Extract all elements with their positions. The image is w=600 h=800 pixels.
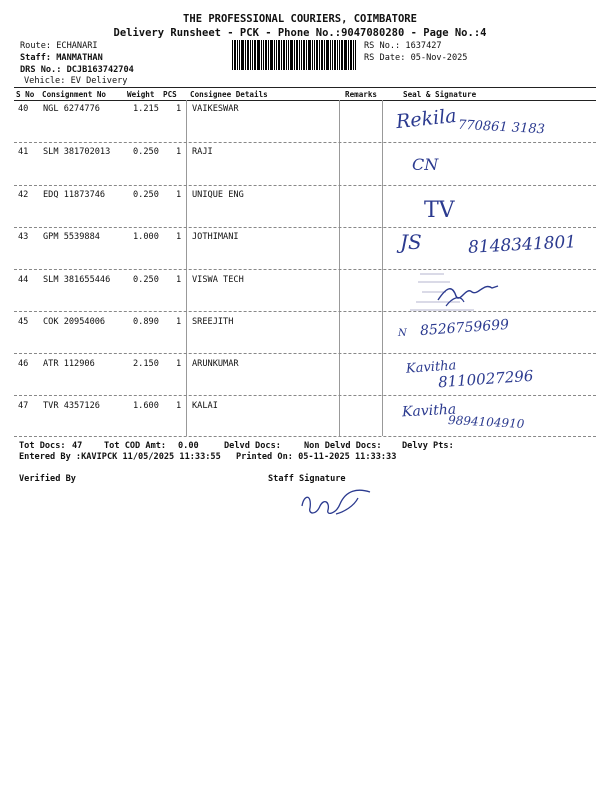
- row-sno: 42: [18, 190, 29, 200]
- printed-on: Printed On: 05-11-2025 11:33:33: [236, 452, 397, 462]
- row-consignee: UNIQUE ENG: [192, 190, 244, 200]
- delvd-docs-label: Delvd Docs:: [224, 441, 281, 451]
- row-consignee: ARUNKUMAR: [192, 359, 239, 369]
- col-header-pcs: PCS: [163, 90, 177, 99]
- barcode-bar: [257, 40, 260, 70]
- entered-by: Entered By :KAVIPCK 11/05/2025 11:33:55: [19, 452, 221, 462]
- barcode-bar: [268, 40, 269, 70]
- barcode-bar: [344, 40, 347, 70]
- barcode-bar: [296, 40, 298, 70]
- row-weight: 1.215: [133, 104, 159, 114]
- rs-number: RS No.: 1637427: [364, 41, 442, 51]
- row-consignee: SREEJITH: [192, 317, 234, 327]
- table-header-rule: [14, 100, 596, 101]
- company-title: THE PROFESSIONAL COURIERS, COIMBATORE: [183, 13, 417, 25]
- barcode-bar: [337, 40, 338, 70]
- drs-number: DRS No.: DCJB163742704: [20, 65, 134, 75]
- row-pcs: 1: [176, 275, 182, 285]
- row-divider: [14, 142, 596, 143]
- row-weight: 1.600: [133, 401, 159, 411]
- barcode-bar: [290, 40, 293, 70]
- barcode-bar: [332, 40, 333, 70]
- handwritten-phone: 770861 3183: [457, 117, 546, 138]
- handwritten-signature: CN: [412, 155, 439, 174]
- col-separator: [186, 100, 187, 436]
- row-consignment: SLM 381702013: [43, 147, 111, 157]
- barcode-bar: [241, 40, 244, 70]
- barcode-bar: [278, 40, 280, 70]
- barcode-bar: [263, 40, 264, 70]
- col-header-seal: Seal & Signature: [403, 90, 477, 99]
- row-weight: 2.150: [133, 359, 159, 369]
- table-top-rule: [14, 87, 596, 88]
- handwritten-signature: N: [398, 328, 407, 339]
- row-weight: 0.890: [133, 317, 159, 327]
- row-consignment: SLM 381655446: [43, 275, 111, 285]
- barcode-bar: [274, 40, 275, 70]
- row-pcs: 1: [176, 147, 182, 157]
- barcode-bar: [334, 40, 336, 70]
- rs-date: RS Date: 05-Nov-2025: [364, 53, 468, 63]
- barcode-bar: [252, 40, 253, 70]
- barcode-bar: [232, 40, 233, 70]
- row-sno: 44: [18, 275, 29, 285]
- row-pcs: 1: [176, 104, 182, 114]
- barcode-bar: [288, 40, 289, 70]
- barcode-bar: [355, 40, 356, 70]
- delvy-pts-label: Delvy Pts:: [402, 441, 454, 451]
- barcode-bar: [312, 40, 313, 70]
- barcode-bar: [265, 40, 267, 70]
- barcode-bar: [314, 40, 315, 70]
- handwritten-phone: 8148341801: [467, 232, 577, 258]
- barcode-bar: [326, 40, 329, 70]
- row-sno: 47: [18, 401, 29, 411]
- barcode-bar: [234, 40, 236, 70]
- col-header-remarks: Remarks: [345, 90, 378, 99]
- row-divider: [14, 227, 596, 228]
- row-consignment: NGL 6274776: [43, 104, 100, 114]
- barcode-bar: [319, 40, 320, 70]
- handwritten-phone: 8526759699: [419, 316, 510, 340]
- row-pcs: 1: [176, 317, 182, 327]
- barcode-bar: [341, 40, 343, 70]
- barcode-bar: [299, 40, 300, 70]
- barcode-image: [232, 40, 358, 70]
- row-consignment: COK 20954006: [43, 317, 106, 327]
- row-divider: [14, 395, 596, 396]
- verified-by-label: Verified By: [19, 474, 76, 484]
- rubber-stamp-icon: [400, 268, 520, 314]
- tot-cod-label: Tot COD Amt:: [104, 441, 167, 451]
- row-pcs: 1: [176, 190, 182, 200]
- staff-signature-scrawl-icon: [296, 484, 376, 520]
- handwritten-phone: 9894104910: [447, 413, 525, 431]
- barcode-bar: [247, 40, 249, 70]
- barcode-bar: [301, 40, 302, 70]
- row-sno: 40: [18, 104, 29, 114]
- runsheet-subtitle: Delivery Runsheet - PCK - Phone No.:9047080280 - Page No.:4: [113, 27, 487, 39]
- barcode-bar: [270, 40, 273, 70]
- barcode-bar: [283, 40, 285, 70]
- barcode-bar: [254, 40, 256, 70]
- row-sno: 43: [18, 232, 29, 242]
- col-separator: [382, 100, 383, 436]
- route-label: Route: ECHANARI: [20, 41, 98, 51]
- barcode-bar: [294, 40, 295, 70]
- col-header-weight: Weight: [127, 90, 155, 99]
- row-sno: 41: [18, 147, 29, 157]
- barcode-bar: [276, 40, 277, 70]
- vehicle-label: Vehicle: EV Delivery: [24, 76, 128, 86]
- barcode-bar: [339, 40, 340, 70]
- row-consignment: GPM 5539884: [43, 232, 100, 242]
- row-sno: 46: [18, 359, 29, 369]
- row-consignee: RAJI: [192, 147, 213, 157]
- row-consignee: KALAI: [192, 401, 218, 411]
- handwritten-signature: Rekila: [395, 104, 458, 134]
- barcode-bar: [350, 40, 352, 70]
- row-sno: 45: [18, 317, 29, 327]
- barcode-bar: [306, 40, 307, 70]
- non-delvd-docs-label: Non Delvd Docs:: [304, 441, 382, 451]
- row-weight: 0.250: [133, 147, 159, 157]
- row-weight: 0.250: [133, 190, 159, 200]
- handwritten-signature: Kavitha: [401, 401, 457, 421]
- row-weight: 1.000: [133, 232, 159, 242]
- row-divider: [14, 436, 596, 437]
- barcode-bar: [286, 40, 287, 70]
- col-header-consignee: Consignee Details: [190, 90, 268, 99]
- barcode-bar: [237, 40, 238, 70]
- row-pcs: 1: [176, 359, 182, 369]
- barcode-bar: [330, 40, 331, 70]
- row-pcs: 1: [176, 401, 182, 411]
- col-header-sno: S No: [16, 90, 35, 99]
- col-separator: [339, 100, 340, 436]
- row-consignee: VISWA TECH: [192, 275, 244, 285]
- barcode-bar: [239, 40, 240, 70]
- barcode-bar: [308, 40, 311, 70]
- tot-cod-value: 0.00: [178, 441, 199, 451]
- handwritten-phone: 8110027296: [437, 366, 534, 392]
- row-consignee: JOTHIMANI: [192, 232, 239, 242]
- row-weight: 0.250: [133, 275, 159, 285]
- row-divider: [14, 185, 596, 186]
- tot-docs-label: Tot Docs:: [19, 441, 66, 451]
- row-pcs: 1: [176, 232, 182, 242]
- handwritten-signature: TV: [424, 198, 455, 223]
- barcode-bar: [303, 40, 305, 70]
- row-consignment: EDQ 11873746: [43, 190, 106, 200]
- row-consignment: TVR 4357126: [43, 401, 100, 411]
- row-divider: [14, 353, 596, 354]
- handwritten-signature: JS: [400, 230, 422, 254]
- barcode-bar: [250, 40, 251, 70]
- barcode-bar: [281, 40, 282, 70]
- barcode-bar: [348, 40, 349, 70]
- barcode-bar: [261, 40, 262, 70]
- barcode-bar: [316, 40, 318, 70]
- handwritten-signature: Kavitha: [405, 358, 457, 377]
- barcode-bar: [353, 40, 354, 70]
- tot-docs-value: 47: [72, 441, 83, 451]
- barcode-bar: [245, 40, 246, 70]
- row-consignment: ATR 112906: [43, 359, 95, 369]
- row-consignee: VAIKESWAR: [192, 104, 239, 114]
- col-header-consignment: Consignment No: [42, 90, 107, 99]
- barcode-bar: [324, 40, 325, 70]
- staff-signature-label: Staff Signature: [268, 474, 346, 484]
- barcode-bar: [321, 40, 323, 70]
- staff-label: Staff: MANMATHAN: [20, 53, 103, 63]
